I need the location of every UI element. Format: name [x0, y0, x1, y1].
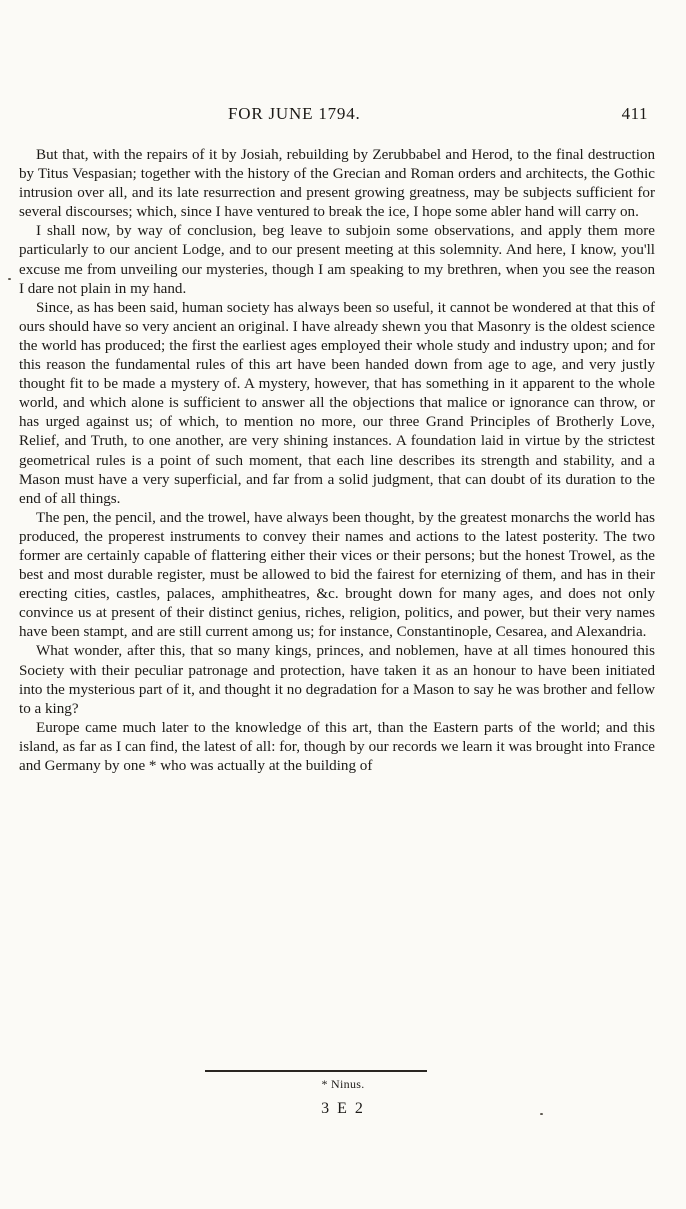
paragraph-4: The pen, the pencil, and the trowel, have always been thought, by the greatest monarchs the world has produced, the properest instruments to convey their names and actions to the latest posterity. The two former are certainly capable of flattering either their vices or their persons; but the honest Trowel, as the best and most durable register, must be allowed to bid the fairest for eternizing of them, and has in their erecting cities, castles, palaces, amphitheatres, &c. brought down for many ages, and does not only convince us at present of their distinct genius, riches, religion, politics, and power, but their very names have been stampt, and are still current among us; for instance, Constantinople, Cesarea, and Alexandria. — [19, 509, 655, 641]
print-speck — [540, 1113, 543, 1115]
page-header — [0, 104, 686, 132]
footnote: * Ninus. — [321, 1077, 365, 1091]
paragraph-6: Europe came much later to the knowledge of this art, than the Eastern parts of the world; and this island, as far as I can find, the latest of all: for, though by our records we learn it was brought into France and Germany by one * who was actually at the building of — [19, 719, 655, 774]
paragraph-2: I shall now, by way of conclusion, beg leave to subjoin some observations, and apply them more particularly to our ancient Lodge, and to our present meeting at this solemnity. And here, I know, you'll excuse me from unveiling our mysteries, though I am speaking to my brethren, when you see the reason I dare not plain in my hand. — [19, 223, 655, 297]
paragraph-5: What wonder, after this, that so many kings, princes, and noblemen, have at all times honoured this Society with their peculiar patronage and protection, have taken it as an honour to have been initiated into the mysterious part of it, and thought it no degradation for a Mason to say he was brother and fellow to a king? — [19, 643, 655, 717]
print-speck — [8, 278, 11, 280]
body-text — [19, 146, 655, 776]
signature-mark: 3 E 2 — [321, 1100, 365, 1117]
footnote-rule — [205, 1070, 427, 1072]
page-number: 411 — [621, 104, 648, 123]
running-head: FOR JUNE 1794. — [228, 104, 361, 123]
paragraph-3: Since, as has been said, human society has always been so useful, it cannot be wondered at that this of ours should have so very ancient an original. I have already shewn you that Masonry is the oldest science the world has produced; the first the earliest ages employed their whole study and industry upon; and for this reason the fundamental rules of this art have been handed down from age to age, and very justly thought fit to be made a mystery of. A mystery, however, that has something in it apparent to the whole world, and which alone is sufficient to answer all the objections that malice or ignorance can throw, or has urged against us; of which, to mention no more, our three Grand Principles of Brotherly Love, Relief, and Truth, to one another, are very shining instances. A foundation laid in virtue by the strictest geometrical rules is a point of such moment, that each line describes its strength and stability, and a Mason must have a very superficial, and far from a solid judgment, that can doubt of its duration to the end of all things. — [19, 299, 655, 507]
paragraph-1: But that, with the repairs of it by Josiah, rebuilding by Zerubbabel and Herod, to the final destruction by Titus Vespasian; together with the history of the Grecian and Roman orders and architects, the Gothic intrusion over all, and its late resurrection and present growing greatness, may be subjects sufficient for several discourses; which, since I have ventured to break the ice, I hope some abler hand will carry on. — [19, 147, 655, 221]
